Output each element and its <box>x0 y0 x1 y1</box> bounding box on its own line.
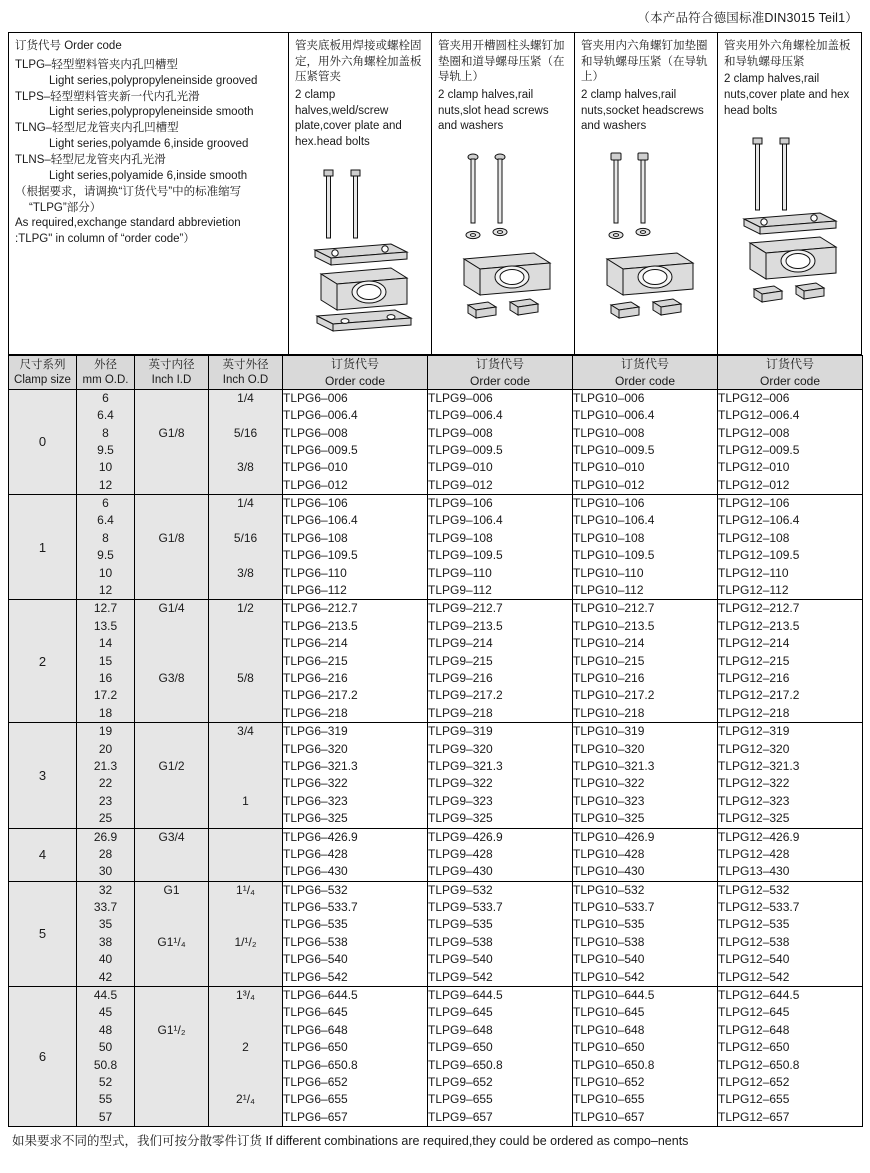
cell-inch-od <box>209 828 283 881</box>
header-cn: 英寸内径 <box>148 358 195 371</box>
variant-column-4 <box>718 33 861 354</box>
order-code-line: TLNG–轻型尼龙管夹内孔凹槽型 <box>15 122 179 135</box>
cell-order-code-3: TLPG10–212.7 TLPG10–213.5 TLPG10–214 TLPG10–215 TLPG10–216 TLPG10–217.2 TLPG10–218 <box>573 600 718 723</box>
order-code-description <box>9 33 289 354</box>
variant-description-cn: 管夹用内六角螺钉加垫圈和导轨螺母压紧（在导轨上） <box>581 40 708 84</box>
cell-order-code-2: TLPG9–426.9 TLPG9–428 TLPG9–430 <box>428 828 573 881</box>
cell-order-code-4: TLPG12–106 TLPG12–106.4 TLPG12–108 TLPG12–109.5 TLPG12–110 TLPG12–112 <box>718 495 863 600</box>
table-row <box>9 723 863 828</box>
header-order-code-2 <box>428 356 573 389</box>
header-order-code-3 <box>573 356 718 389</box>
din-standard-note: （本产品符合德国标准DIN3015 Teil1） <box>637 11 858 25</box>
cell-order-code-1: TLPG6–106 TLPG6–106.4 TLPG6–108 TLPG6–109.5 TLPG6–110 TLPG6–112 <box>283 495 428 600</box>
order-code-line: Light series,polyamide 6,inside smooth <box>49 169 248 182</box>
header-cn: 英寸外径 <box>222 358 269 371</box>
cell-mm-od: 6 6.4 8 9.5 10 12 <box>77 495 135 600</box>
table-row <box>9 987 863 1127</box>
cell-mm-od: 19 20 21.3 22 23 25 <box>77 723 135 828</box>
table-row <box>9 495 863 600</box>
cell-clamp-size: 4 <box>9 828 77 881</box>
header-inch-id <box>135 356 209 389</box>
order-header-cn: 订货代号 <box>765 357 814 372</box>
cell-inch-id: G3/4 <box>135 828 209 881</box>
cell-inch-id: G1/4 G3/8 <box>135 600 209 723</box>
cell-order-code-1: TLPG6–644.5 TLPG6–645 TLPG6–648 TLPG6–650 TLPG6–650.8 TLPG6–652 TLPG6–655 TLPG6–657 <box>283 987 428 1127</box>
cell-mm-od: 12.7 13.5 14 15 16 17.2 18 <box>77 600 135 723</box>
order-header-en: Order code <box>469 373 531 388</box>
cell-order-code-1: TLPG6–426.9 TLPG6–428 TLPG6–430 <box>283 828 428 881</box>
variant-drawing-3 <box>581 139 711 335</box>
header-order-code-1 <box>283 356 428 389</box>
order-code-line: TLNS–轻型尼龙管夹内孔光滑 <box>15 154 166 167</box>
order-code-line: Light series,polypropyleneinside smooth <box>49 106 254 119</box>
cell-inch-od: 1/4 5/16 3/8 <box>209 495 283 600</box>
variant-drawing-4 <box>724 123 855 319</box>
cell-order-code-3: TLPG10–319 TLPG10–320 TLPG10–321.3 TLPG10–322 TLPG10–323 TLPG10–325 <box>573 723 718 828</box>
cell-clamp-size: 3 <box>9 723 77 828</box>
table-body <box>9 389 863 1126</box>
cell-clamp-size: 2 <box>9 600 77 723</box>
cell-order-code-1: TLPG6–006 TLPG6–006.4 TLPG6–008 TLPG6–009.5 TLPG6–010 TLPG6–012 <box>283 389 428 494</box>
variant-description-en: 2 clamp halves,weld/screw plate,cover plate and hex.head bolts <box>295 88 402 148</box>
cell-order-code-4: TLPG12–532 TLPG12–533.7 TLPG12–535 TLPG12–538 TLPG12–540 TLPG12–542 <box>718 881 863 986</box>
variant-description-cn: 管夹底板用焊接或螺栓固定，用外六角螺栓加盖板压紧管夹 <box>295 40 422 84</box>
order-header-en: Order code <box>324 373 386 388</box>
cell-order-code-3: TLPG10–006 TLPG10–006.4 TLPG10–008 TLPG10–009.5 TLPG10–010 TLPG10–012 <box>573 389 718 494</box>
table-row <box>9 881 863 986</box>
order-code-line: As required,exchange standard abbrevietion <box>15 217 241 230</box>
header-en: Inch O.D <box>222 373 269 386</box>
footer-note: 如果要求不同的型式，我们可按分散零件订货 If different combinations are required,they could be ordered as compo–nents <box>12 1134 689 1149</box>
order-header-en: Order code <box>614 373 676 388</box>
cell-mm-od: 44.5 45 48 50 50.8 52 55 57 <box>77 987 135 1127</box>
order-code-line: “TLPG”部分） <box>29 201 102 214</box>
header-en: Clamp size <box>14 373 71 386</box>
order-code-line: TLPG–轻型塑料管夹内孔凹槽型 <box>15 58 178 71</box>
order-code-line: （根据要求，请调换“订货代号”中的标准缩写 <box>15 185 242 198</box>
variant-description-cn: 管夹用外六角螺栓加盖板和导轨螺母压紧 <box>724 40 851 68</box>
table-row <box>9 828 863 881</box>
order-header-cn: 订货代号 <box>330 357 379 372</box>
cell-order-code-2: TLPG9–106 TLPG9–106.4 TLPG9–108 TLPG9–109.5 TLPG9–110 TLPG9–112 <box>428 495 573 600</box>
header-cn: 外径 <box>94 358 117 371</box>
cell-mm-od: 32 33.7 35 38 40 42 <box>77 881 135 986</box>
cell-mm-od: 6 6.4 8 9.5 10 12 <box>77 389 135 494</box>
header-en: mm O.D. <box>82 373 129 386</box>
cell-clamp-size: 1 <box>9 495 77 600</box>
cell-order-code-4: TLPG12–426.9 TLPG12–428 TLPG13–430 <box>718 828 863 881</box>
cell-clamp-size: 0 <box>9 389 77 494</box>
variant-drawing-1 <box>295 154 425 350</box>
variant-column-3 <box>575 33 718 354</box>
cell-order-code-2: TLPG9–319 TLPG9–320 TLPG9–321.3 TLPG9–322 TLPG9–323 TLPG9–325 <box>428 723 573 828</box>
cell-clamp-size: 6 <box>9 987 77 1127</box>
cell-order-code-2: TLPG9–532 TLPG9–533.7 TLPG9–535 TLPG9–538 TLPG9–540 TLPG9–542 <box>428 881 573 986</box>
header-clamp-size <box>9 356 77 389</box>
cell-clamp-size: 5 <box>9 881 77 986</box>
order-code-line: :TLPG" in column of “order code”） <box>15 233 195 246</box>
order-code-line: Light series,polyamde 6,inside grooved <box>49 138 249 151</box>
cell-order-code-1: TLPG6–319 TLPG6–320 TLPG6–321.3 TLPG6–322 TLPG6–323 TLPG6–325 <box>283 723 428 828</box>
clamp-size-table <box>8 355 863 1127</box>
order-code-line: Light series,polypropyleneinside grooved <box>49 74 258 87</box>
cell-order-code-4: TLPG12–319 TLPG12–320 TLPG12–321.3 TLPG12–322 TLPG12–323 TLPG12–325 <box>718 723 863 828</box>
cell-mm-od: 26.9 28 30 <box>77 828 135 881</box>
cell-inch-od: 1/4 5/16 3/8 <box>209 389 283 494</box>
cell-inch-od: 3/4 1 <box>209 723 283 828</box>
table-row <box>9 600 863 723</box>
header-mm-od <box>77 356 135 389</box>
cell-order-code-2: TLPG9–006 TLPG9–006.4 TLPG9–008 TLPG9–009.5 TLPG9–010 TLPG9–012 <box>428 389 573 494</box>
header-order-code-4 <box>718 356 863 389</box>
cell-order-code-4: TLPG12–644.5 TLPG12–645 TLPG12–648 TLPG12–650 TLPG12–650.8 TLPG12–652 TLPG12–655 TLPG12–657 <box>718 987 863 1127</box>
variant-description-en: 2 clamp halves,rail nuts,socket headscrews and washers <box>581 88 704 133</box>
order-code-title: 订货代号 Order code <box>15 40 122 52</box>
variant-description-cn: 管夹用开槽圆柱头螺钉加垫圈和道导螺母压紧（在导轨上） <box>438 40 565 84</box>
variant-description-en: 2 clamp halves,rail nuts,cover plate and hex head bolts <box>724 73 850 117</box>
order-header-cn: 订货代号 <box>475 357 524 372</box>
variant-description-en: 2 clamp halves,rail nuts,slot head screws and washers <box>438 88 549 133</box>
header-block <box>8 32 862 355</box>
order-header-cn: 订货代号 <box>620 357 669 372</box>
cell-inch-od: 1³/₄ 2 2¹/₄ <box>209 987 283 1127</box>
cell-inch-id: G1¹/₂ <box>135 987 209 1127</box>
cell-order-code-2: TLPG9–644.5 TLPG9–645 TLPG9–648 TLPG9–650 TLPG9–650.8 TLPG9–652 TLPG9–655 TLPG9–657 <box>428 987 573 1127</box>
cell-inch-id: G1/8 <box>135 389 209 494</box>
cell-order-code-3: TLPG10–644.5 TLPG10–645 TLPG10–648 TLPG10–650 TLPG10–650.8 TLPG10–652 TLPG10–655 TLPG10–657 <box>573 987 718 1127</box>
cell-order-code-1: TLPG6–212.7 TLPG6–213.5 TLPG6–214 TLPG6–215 TLPG6–216 TLPG6–217.2 TLPG6–218 <box>283 600 428 723</box>
cell-order-code-2: TLPG9–212.7 TLPG9–213.5 TLPG9–214 TLPG9–215 TLPG9–216 TLPG9–217.2 TLPG9–218 <box>428 600 573 723</box>
table-header-row <box>9 356 863 389</box>
variant-drawing-2 <box>438 139 568 335</box>
cell-order-code-1: TLPG6–532 TLPG6–533.7 TLPG6–535 TLPG6–538 TLPG6–540 TLPG6–542 <box>283 881 428 986</box>
variant-column-2 <box>432 33 575 354</box>
header-en: Inch I.D <box>151 373 192 386</box>
cell-inch-id: G1/2 <box>135 723 209 828</box>
cell-inch-id: G1/8 <box>135 495 209 600</box>
cell-order-code-3: TLPG10–106 TLPG10–106.4 TLPG10–108 TLPG10–109.5 TLPG10–110 TLPG10–112 <box>573 495 718 600</box>
cell-order-code-4: TLPG12–006 TLPG12–006.4 TLPG12–008 TLPG12–009.5 TLPG12–010 TLPG12–012 <box>718 389 863 494</box>
header-inch-od <box>209 356 283 389</box>
cell-inch-od: 1/2 5/8 <box>209 600 283 723</box>
cell-order-code-4: TLPG12–212.7 TLPG12–213.5 TLPG12–214 TLPG12–215 TLPG12–216 TLPG12–217.2 TLPG12–218 <box>718 600 863 723</box>
header-cn: 尺寸系列 <box>19 358 66 371</box>
order-code-line: TLPS–轻型塑料管夹新一代内孔光滑 <box>15 90 200 103</box>
cell-inch-id: G1 G1¹/₄ <box>135 881 209 986</box>
table-row <box>9 389 863 494</box>
cell-order-code-3: TLPG10–426.9 TLPG10–428 TLPG10–430 <box>573 828 718 881</box>
cell-order-code-3: TLPG10–532 TLPG10–533.7 TLPG10–535 TLPG10–538 TLPG10–540 TLPG10–542 <box>573 881 718 986</box>
cell-inch-od: 1¹/₄ 1/¹/₂ <box>209 881 283 986</box>
order-header-en: Order code <box>759 373 821 388</box>
variant-column-1 <box>289 33 432 354</box>
